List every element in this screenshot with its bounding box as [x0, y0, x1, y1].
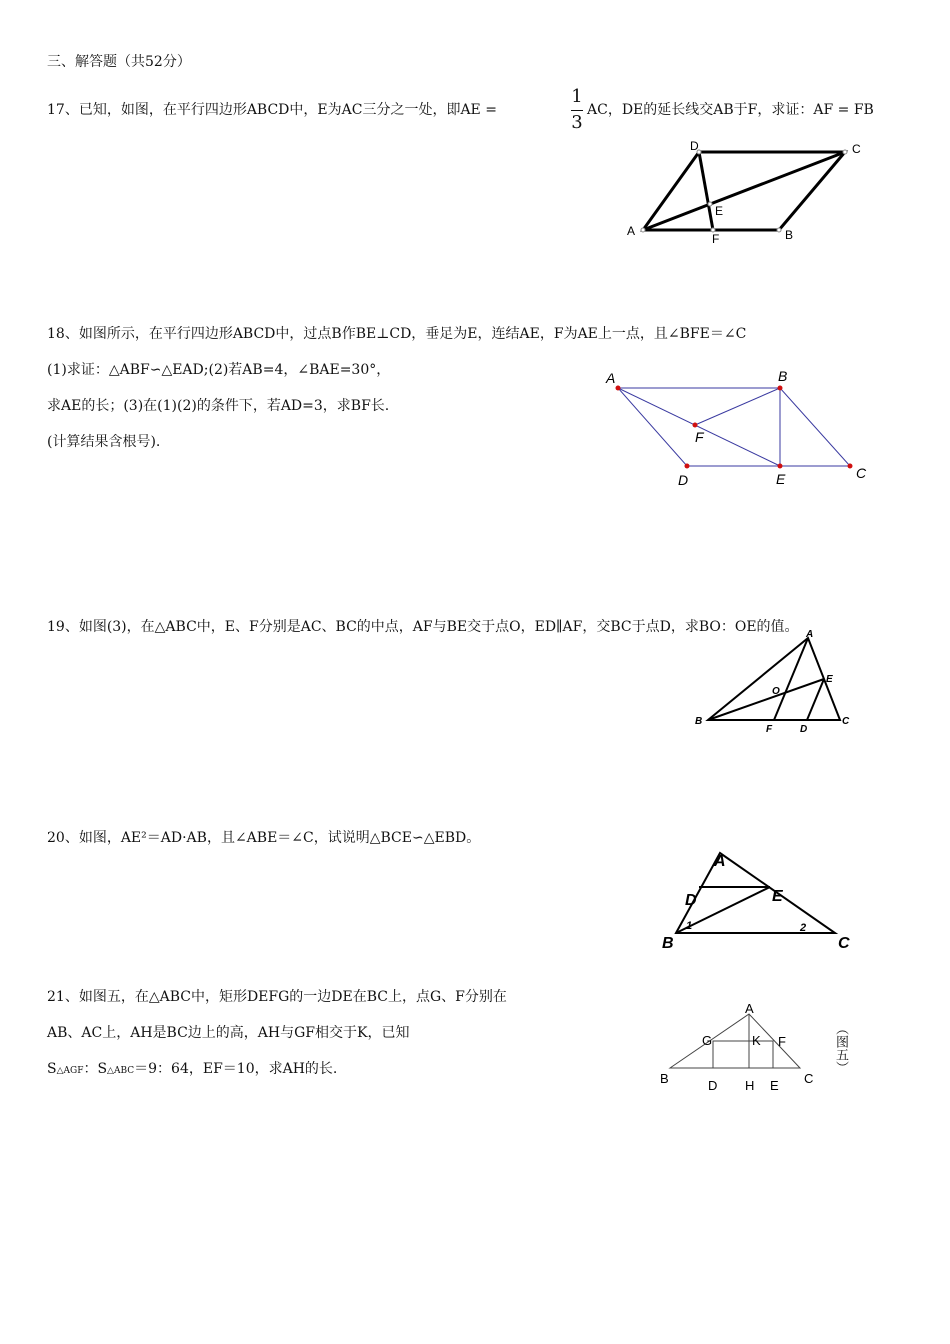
q18-line-2: (1)求证：△ABF∽△EAD;(2)若AB=4，∠BAE=30°，: [47, 362, 391, 378]
q20-label-e: E: [772, 888, 783, 905]
q18-label-e: E: [776, 471, 786, 487]
q20-label-b: B: [662, 935, 674, 952]
q17-label-a: A: [627, 224, 636, 238]
q18-label-a: A: [606, 370, 616, 386]
q19-label-a: A: [806, 629, 814, 640]
q17-label-c: C: [852, 142, 861, 156]
q19-label-b: B: [695, 716, 703, 727]
q21-label-c: C: [804, 1071, 814, 1086]
q21-label-k: K: [752, 1033, 761, 1048]
q21-label-h: H: [745, 1078, 755, 1093]
q20-text: 20、如图，AE²＝AD·AB，且∠ABE＝∠C，试说明△BCE∽△EBD。: [47, 830, 481, 846]
section-title: 三、解答题（共52分）: [47, 54, 191, 70]
q20-label-d: D: [685, 892, 697, 909]
q20-label-a: A: [714, 853, 726, 870]
q19-label-d: D: [800, 724, 808, 735]
q19-label-o: O: [772, 686, 780, 697]
q21-figure-caption: （图五）: [833, 1022, 848, 1074]
q17-text-prefix: 17、已知，如图，在平行四边形ABCD中，E为AC三分之一处，即AE =: [47, 102, 497, 118]
q18-label-d: D: [678, 472, 689, 488]
q18-line-4: (计算结果含根号).: [47, 434, 161, 450]
q21-label-g: G: [702, 1033, 713, 1048]
q17-label-f: F: [712, 232, 720, 246]
q19-label-f: F: [766, 724, 773, 735]
q21-label-e: E: [770, 1078, 779, 1093]
q20-label-c: C: [838, 935, 850, 952]
q17-fraction-numerator: 1: [571, 86, 583, 107]
q17-text-suffix: AC，DE的延长线交AB于F，求证：AF = FB: [587, 102, 874, 118]
q17-label-e: E: [715, 204, 724, 218]
q19-text: 19、如图(3)，在△ABC中，E、F分别是AC、BC的中点，AF与BE交于点O，ED∥AF，交BC于点D，求BO：OE的值。: [47, 619, 799, 635]
q21-line-1: 21、如图五，在△ABC中，矩形DEFG的一边DE在BC上，点G、F分别在: [47, 989, 507, 1005]
q17-fraction-denominator: 3: [571, 112, 583, 133]
q21-label-a: A: [745, 1001, 754, 1016]
q18-label-f: F: [695, 429, 704, 445]
q17-label-b: B: [785, 228, 794, 242]
q17-label-d: D: [690, 139, 699, 153]
q20-angle-1-label: 1: [686, 920, 693, 932]
q21-line-2: AB、AC上，AH是BC边上的高，AH与GF相交于K，已知: [47, 1025, 410, 1041]
q21-label-b: B: [660, 1071, 669, 1086]
q19-label-c: C: [842, 716, 850, 727]
q18-label-b: B: [778, 368, 788, 384]
q21-line-3: S△AGF：S△ABC＝9：64，EF＝10，求AH的长.: [47, 1061, 338, 1077]
q21-rectangle-defg: [713, 1041, 773, 1068]
q18-label-c: C: [856, 465, 867, 481]
q18-line-1: 18、如图所示，在平行四边形ABCD中，过点B作BE⊥CD，垂足为E，连结AE，F为AE上一点，且∠BFE＝∠C: [47, 326, 747, 342]
q21-label-f: F: [778, 1034, 786, 1049]
q19-label-e: E: [826, 674, 833, 685]
q21-label-d: D: [708, 1078, 718, 1093]
q20-angle-2-label: 2: [800, 922, 807, 934]
q18-line-3: 求AE的长；(3)在(1)(2)的条件下，若AD=3，求BF长.: [47, 398, 390, 414]
